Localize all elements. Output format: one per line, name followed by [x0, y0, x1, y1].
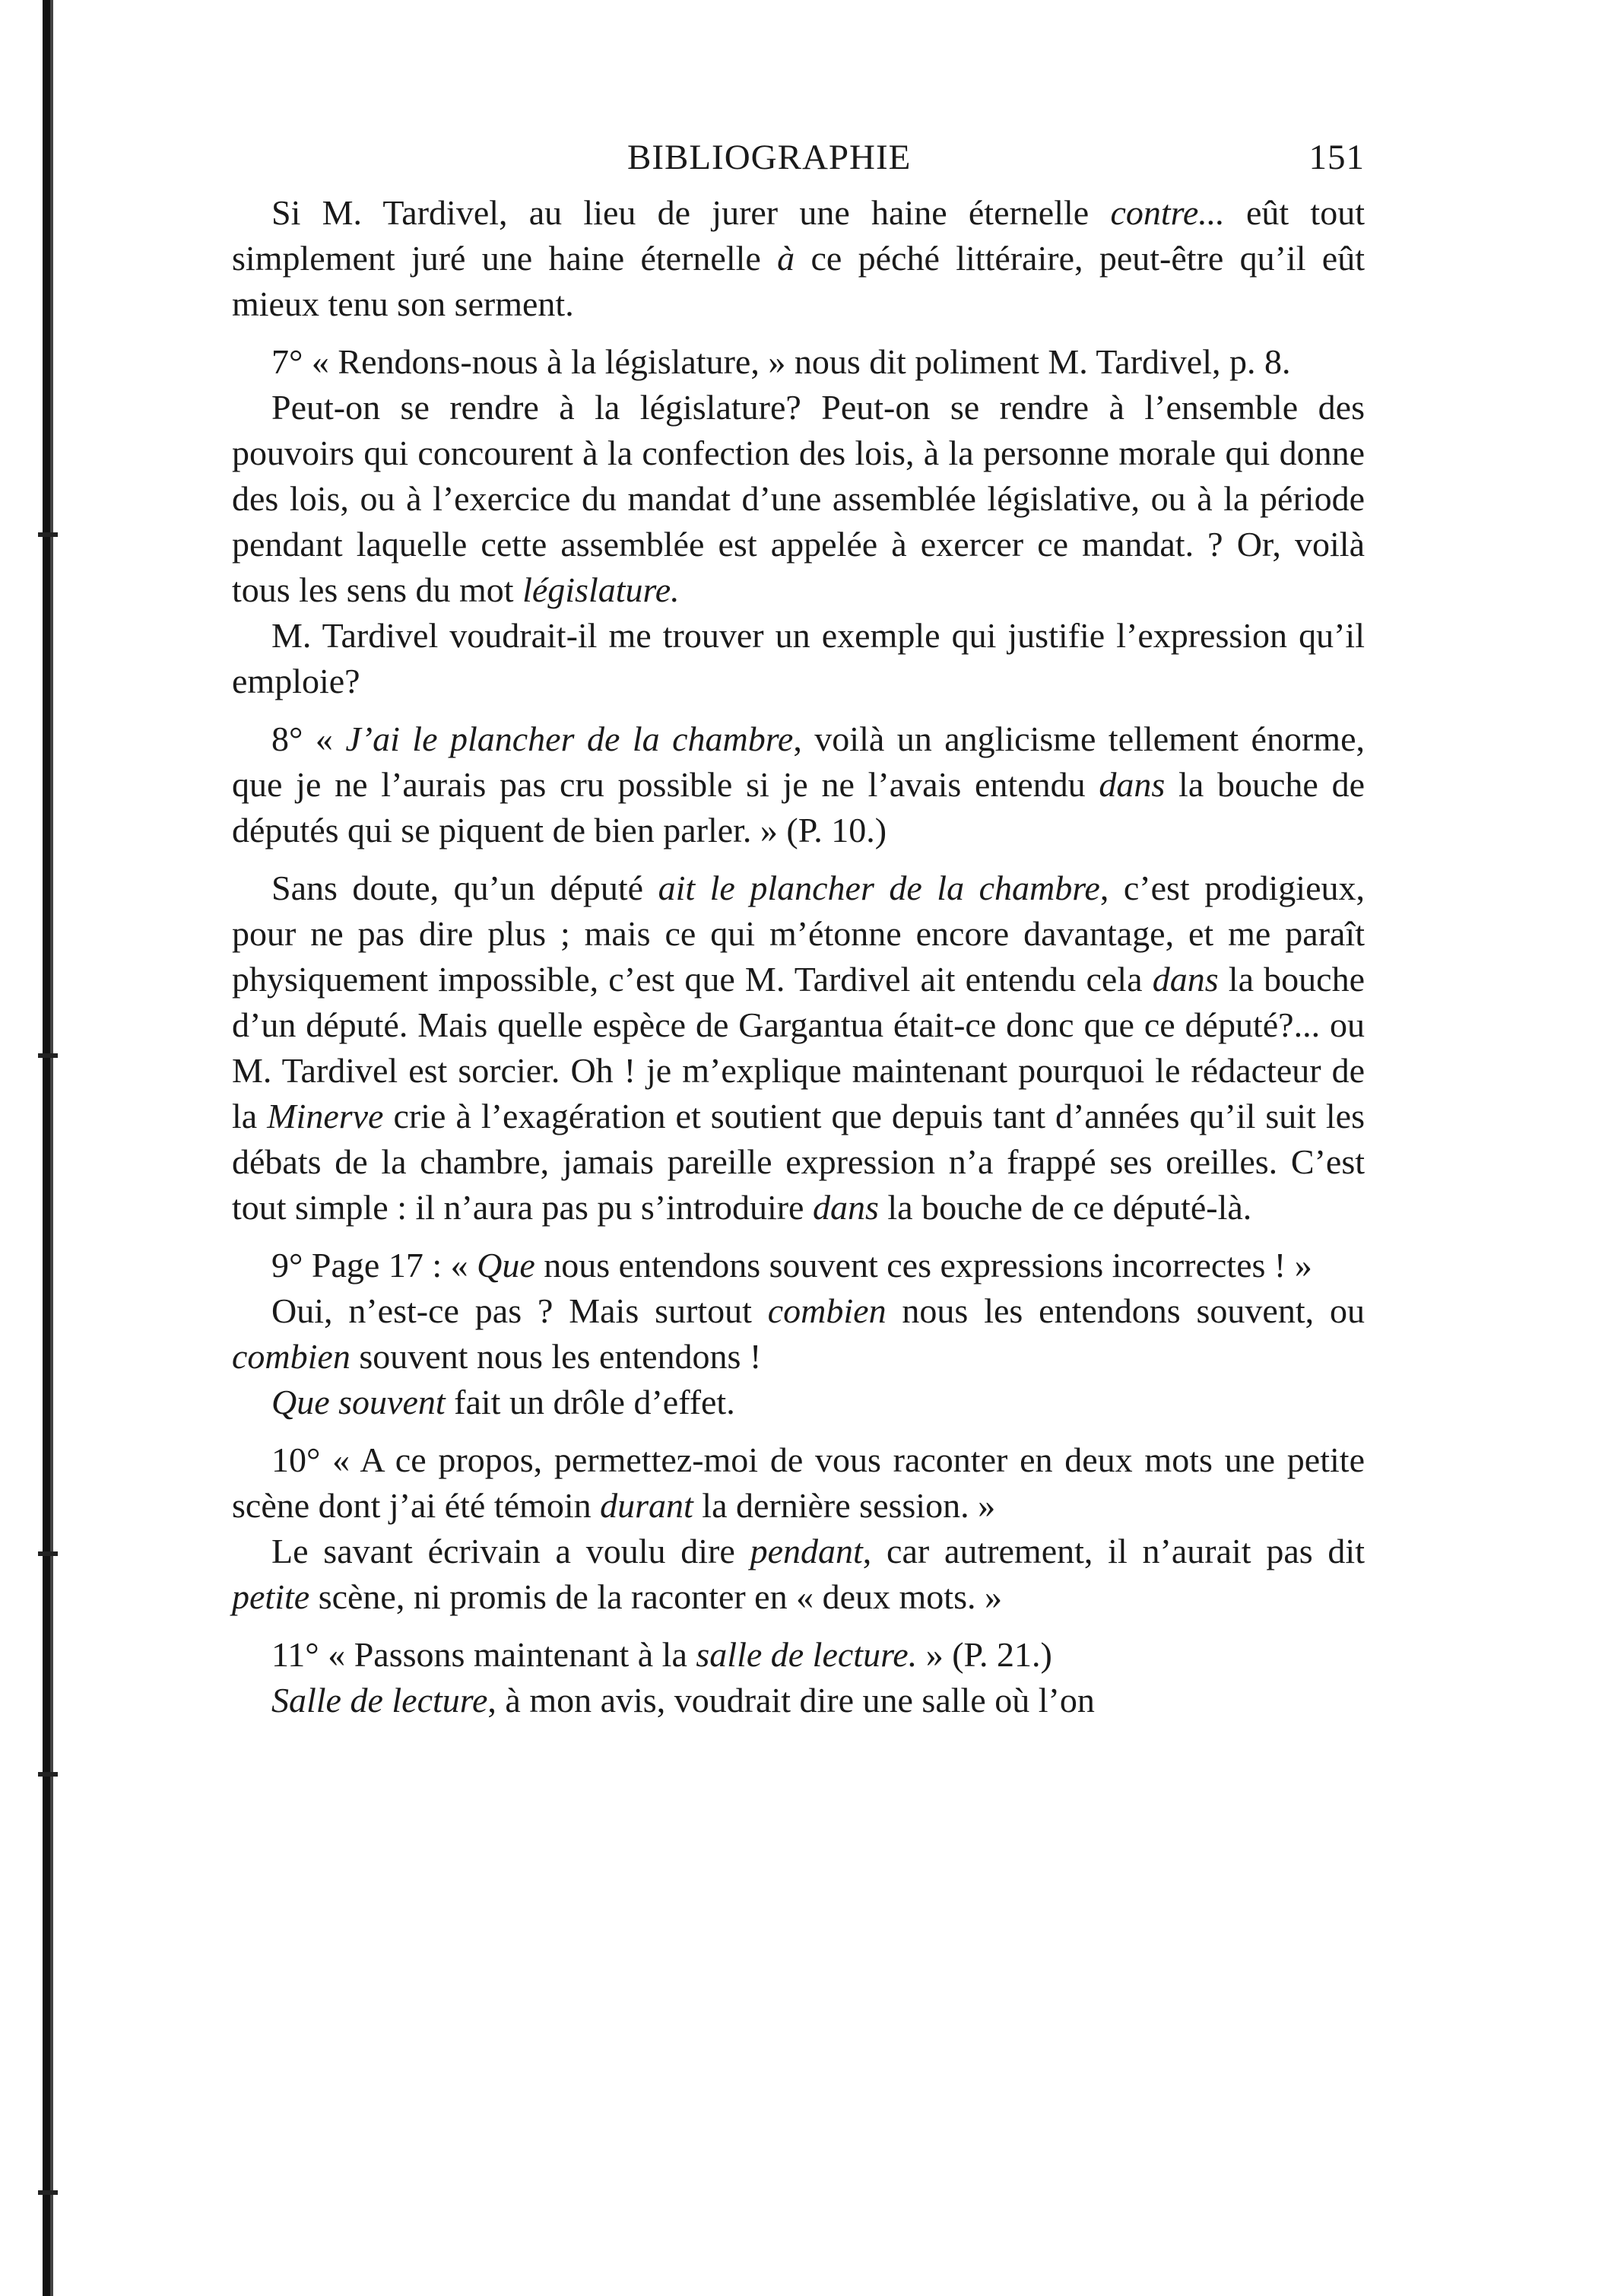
paragraph	[232, 716, 1365, 853]
text-run: Si M. Tardivel, au lieu de jurer une haine éternelle	[271, 193, 1111, 232]
text-run: Peut-on se rendre à la législature? Peut-on se rendre à l’ensemble des pouvoirs qui concourent à la confection des lois, à la personne morale qui donne des lois, ou à l’exercice du mandat d’une assemblée législative, ou à la période pendant laquelle cette assemblée est appelée à exercer ce mandat. ? Or, voilà tous les sens du mot	[232, 388, 1365, 609]
italic-text: contre...	[1110, 193, 1225, 232]
text-run: , c’est prodigieux, pour ne pas dire plus ; mais ce qui m’étonne encore davantage, et me paraît physiquement impossible, c’est que M. Tardivel ait entendu cela	[232, 869, 1366, 999]
binding-mark	[38, 1772, 58, 1777]
text-run: , voilà un anglicisme tellement énorme, que je ne l’aurais pas cru possible si je ne l’avais entendu	[232, 719, 1365, 804]
text-run: 11° « Passons maintenant à la	[271, 1635, 696, 1674]
text-run: Le savant écrivain a voulu dire	[271, 1532, 750, 1570]
paragraph	[232, 865, 1365, 1231]
italic-text: Minerve	[267, 1097, 384, 1135]
text-run: , à mon avis, voudrait dire une salle où l’on	[487, 1681, 1095, 1720]
text-run: 8° «	[271, 719, 346, 758]
book-page	[232, 137, 1365, 2266]
paragraph	[232, 385, 1365, 613]
text-run: , car autrement, il n’aurait pas dit	[862, 1532, 1365, 1570]
italic-text: ait le plancher de la chambre	[658, 869, 1100, 907]
text-run: la bouche d’un député. Mais quelle espèce de Gargantua était-ce donc que ce député?... ou M. Tardivel est sorcier. Oh ! je m’explique maintenant pourquoi le rédacteur de la	[232, 960, 1366, 1135]
paragraph	[232, 613, 1365, 704]
paragraph	[232, 1632, 1365, 1678]
text-run: 10° « A ce propos, permettez-moi de vous raconter en deux mots une petite scène dont j’ai été témoin	[232, 1440, 1365, 1525]
running-header	[232, 137, 1365, 190]
text-run: scène, ni promis de la raconter en « deux mots. »	[309, 1577, 1002, 1616]
binding-mark	[38, 2190, 58, 2195]
italic-text: législature.	[522, 570, 680, 609]
italic-text: durant	[600, 1486, 693, 1525]
italic-text: dans	[1152, 960, 1219, 999]
italic-text: Que souvent	[271, 1383, 446, 1421]
paragraph	[232, 1678, 1365, 1723]
paragraph	[232, 339, 1365, 385]
text-run: ce péché littéraire, peut-être qu’il eût mieux tenu son serment.	[232, 239, 1365, 323]
text-run: eût tout simplement juré une haine éternelle	[232, 193, 1365, 278]
text-run: fait un drôle d’effet.	[445, 1383, 735, 1421]
text-run: 9° Page 17 : «	[271, 1246, 477, 1285]
book-binding-edge	[43, 0, 53, 2296]
text-run: la bouche de députés qui se piquent de bien parler. » (P. 10.)	[232, 765, 1365, 849]
text-run: Sans doute, qu’un député	[271, 869, 658, 907]
body-text	[232, 190, 1365, 1723]
italic-text: à	[777, 239, 795, 278]
running-title: BIBLIOGRAPHIE	[627, 138, 912, 177]
italic-text: J’ai le plancher de la chambre	[345, 719, 794, 758]
italic-text: pendant	[750, 1532, 863, 1570]
page-number: 151	[1308, 138, 1365, 177]
paragraph	[232, 1380, 1365, 1425]
paragraph	[232, 1437, 1365, 1529]
italic-text: combien	[232, 1337, 350, 1376]
italic-text: combien	[767, 1291, 887, 1330]
italic-text: salle de lecture.	[696, 1635, 918, 1674]
binding-mark	[38, 532, 58, 537]
text-run: nous entendons souvent ces expressions incorrectes ! »	[534, 1246, 1312, 1285]
paragraph	[232, 1243, 1365, 1288]
text-run: Oui, n’est-ce pas ? Mais surtout	[271, 1291, 768, 1330]
text-run: nous les entendons souvent, ou	[886, 1291, 1365, 1330]
text-run: la bouche de ce député-là.	[878, 1188, 1252, 1227]
text-run: 7° « Rendons-nous à la législature, » nous dit poliment M. Tardivel, p. 8.	[271, 342, 1291, 381]
text-run: M. Tardivel voudrait-il me trouver un exemple qui justifie l’expression qu’il emploie?	[232, 616, 1365, 700]
paragraph	[232, 190, 1365, 327]
paragraph	[232, 1529, 1365, 1620]
italic-text: dans	[812, 1188, 879, 1227]
paragraph	[232, 1288, 1365, 1380]
italic-text: petite	[232, 1577, 310, 1616]
italic-text: dans	[1099, 765, 1166, 804]
text-run: la dernière session. »	[693, 1486, 996, 1525]
binding-mark	[38, 1551, 58, 1556]
text-run: » (P. 21.)	[917, 1635, 1052, 1674]
text-run: souvent nous les entendons !	[350, 1337, 762, 1376]
italic-text: Salle de lecture	[271, 1681, 488, 1720]
italic-text: Que	[477, 1246, 535, 1285]
binding-mark	[38, 1053, 58, 1058]
text-run: crie à l’exagération et soutient que depuis tant d’années qu’il suit les débats de la chambre, jamais pareille expression n’a frappé ses oreilles. C’est tout simple : il n’aura pas pu s’introduire	[232, 1097, 1365, 1227]
